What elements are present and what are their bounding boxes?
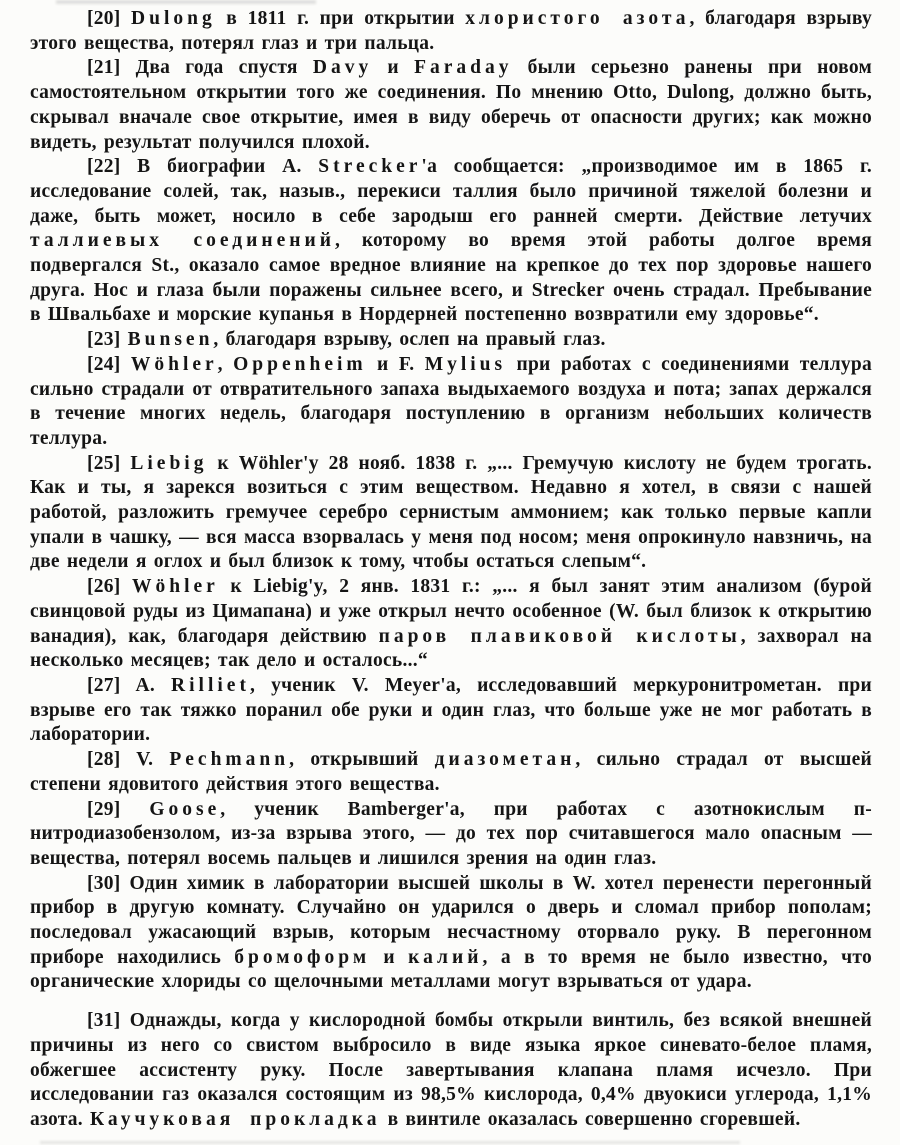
emphasis-run: хлористого азота: [465, 8, 690, 29]
text-run: ,: [217, 353, 234, 375]
text-run: [22] В биографии A.: [87, 156, 319, 178]
text-run: [20]: [87, 8, 132, 29]
text-run: [31] Однажды, когда у кислородной бомбы открыли винтиль, без всякой внешней причины из него со свистом выбросило в виде языка яркое синевато-белое пламя, обжегшее ассистенту руку. После завертывания клапана пламя исчезло. При исследовании газ оказался состоящим из 98,5% кислорода, 0,4% двуокиси углерода, 1,1% азота.: [30, 1010, 872, 1130]
text-run: [21] Два года спустя: [87, 57, 313, 79]
paragraph-24: [30, 353, 872, 452]
text-run: [25]: [87, 452, 131, 474]
text-run: [23]: [87, 329, 128, 351]
emphasis-run: Davy: [312, 57, 373, 79]
text-run: были серьезно ранены при новом самостоятельном открытии того же соединения. По мнению Otto, Dulong, должно быть, скрывал вначале свое открытие, имея в виду оберечь от опасности других; как можно видеть, результат получился плохой.: [30, 57, 872, 153]
text-run: и F.: [366, 353, 425, 375]
text-run: [24]: [87, 353, 131, 375]
emphasis-run: диазометан: [434, 749, 576, 771]
paragraph-21: [30, 56, 872, 155]
text-run: в 1811 г. при открытии: [215, 8, 466, 29]
text-run: 'а сообщается: „производимое им в 1865 г. исследование солей, так, назыв., перекиси таллия было причиной тяжелой болезни и даже, быть может, носило в себе зародыш его ранней смерти. Действие летучих: [30, 156, 872, 227]
text-run: и: [372, 57, 415, 79]
text-run: [26]: [87, 576, 133, 598]
emphasis-run: Pechmann: [169, 749, 290, 771]
page-text: [30, 7, 872, 1133]
paragraph-27: [30, 674, 872, 748]
text-run: , сильно страдал от высшей степени ядовитого действия этого вещества.: [30, 749, 872, 795]
text-run: , благодаря взрыву, ослеп на правый глаз.: [213, 329, 606, 351]
text-run: в винтиле оказалась совершенно сгоревшей.: [380, 1108, 801, 1130]
text-run: [27] A.: [87, 674, 172, 696]
emphasis-run: бромоформ: [234, 946, 371, 968]
emphasis-run: Liebig: [130, 452, 208, 474]
emphasis-run: Strecker: [318, 156, 422, 178]
emphasis-run: Goose: [149, 798, 221, 820]
text-run: , а в то время не было известно, что органические хлориды со щелочными металлами могут взрываться от удара.: [30, 946, 872, 993]
text-run: , которому во время этой работы долгое время подвергался St., оказало самое вредное влияние на крепкое до тех пор здоровье нашего друга. Нос и глаза были поражены сильнее всего, и Strecker очень страдал. Пребывание в Швальбахе и морские купанья в Нордерней постепенно возвратили ему здоровье“.: [30, 230, 872, 326]
scan-artifact-top: [56, 0, 316, 4]
emphasis-run: Wöhler: [130, 353, 218, 375]
paragraph-29: [30, 798, 872, 872]
paragraph-20: [30, 7, 872, 56]
paragraph-26: [30, 575, 872, 674]
emphasis-run: таллиевых соединений: [30, 230, 335, 252]
text-run: , ученик Bamberger'а, при работах с азотнокислым п-нитродиазобензолом, из-за взрыва этого, — до тех пор считавшегося мало опасным — вещества, потерял восемь пальцев и лишился зрения на один глаз.: [30, 798, 872, 869]
paragraph-30: [30, 872, 872, 996]
text-run: , благодаря взрыву этого вещества, потерял глаз и три пальца.: [30, 8, 872, 54]
text-run: [29]: [87, 798, 150, 820]
emphasis-run: Wöhler: [132, 576, 219, 598]
scan-artifact-bottom: [40, 1141, 740, 1144]
text-run: при работах с соединениями теллура сильно страдали от отвратительного запаха выдыхаемого воздуха и пота; запах держался в течение многих недель, благодаря поступлению в организм небольших количеств теллура.: [30, 353, 872, 449]
emphasis-run: Mylius: [424, 353, 507, 375]
paragraph-23: [30, 328, 872, 353]
text-run: [28] V.: [87, 749, 170, 771]
emphasis-run: паров плавиковой кислоты: [378, 625, 741, 647]
emphasis-run: Oppenheim: [233, 353, 367, 375]
paragraph-25: [30, 452, 872, 576]
text-run: , ученик V. Meyer'а, исследовавший меркуронитрометан. при взрыве его так тяжко поранил обе руки и один глаз, что больше уже не мог работать в лаборатории.: [30, 674, 873, 746]
emphasis-run: калий: [408, 946, 483, 968]
text-run: к Wöhler'y 28 нояб. 1838 г. „... Гремучую кислоту не будем трогать. Как и ты, я зарекся возиться с этим веществом. Недавно я хотел, в связи с нашей работой, разложить гремучее серебро сернистым аммонием; как только первые капли упали в чашку, — вся масса взорвалась у меня под носом; меня опрокинуло навзничь, на две недели я оглох и был близок к тому, чтобы остаться слепым“.: [30, 452, 872, 573]
emphasis-run: Bunsen: [127, 329, 214, 351]
emphasis-run: Каучуковая прокладка: [90, 1108, 381, 1130]
paragraph-31: [30, 1009, 872, 1133]
emphasis-run: Rilliet: [171, 674, 250, 696]
paragraph-22: [30, 155, 872, 328]
text-run: , захворал на несколько месяцев; так дело и осталось...“: [30, 625, 872, 672]
text-run: , открывший: [289, 749, 435, 771]
emphasis-run: Faraday: [414, 57, 513, 79]
text-run: к Liebig'y, 2 янв. 1831 г.: „... я был занят этим анализом (бурой свинцовой руды из Цимапана) и уже открыл нечто особенное (W. был близок к открытию ванадия), как, благодаря действию: [30, 576, 872, 647]
emphasis-run: Dulong: [131, 8, 216, 29]
text-run: [30] Один химик в лаборатории высшей школы в W. хотел перенести перегонный прибор в другую комнату. Случайно он ударился о дверь и сломал прибор пополам; последовал ужасающий взрыв, которым несчастному оторвало руку. В перегонном приборе находились: [30, 872, 872, 968]
text-run: и: [370, 946, 409, 968]
paragraph-28: [30, 748, 872, 797]
